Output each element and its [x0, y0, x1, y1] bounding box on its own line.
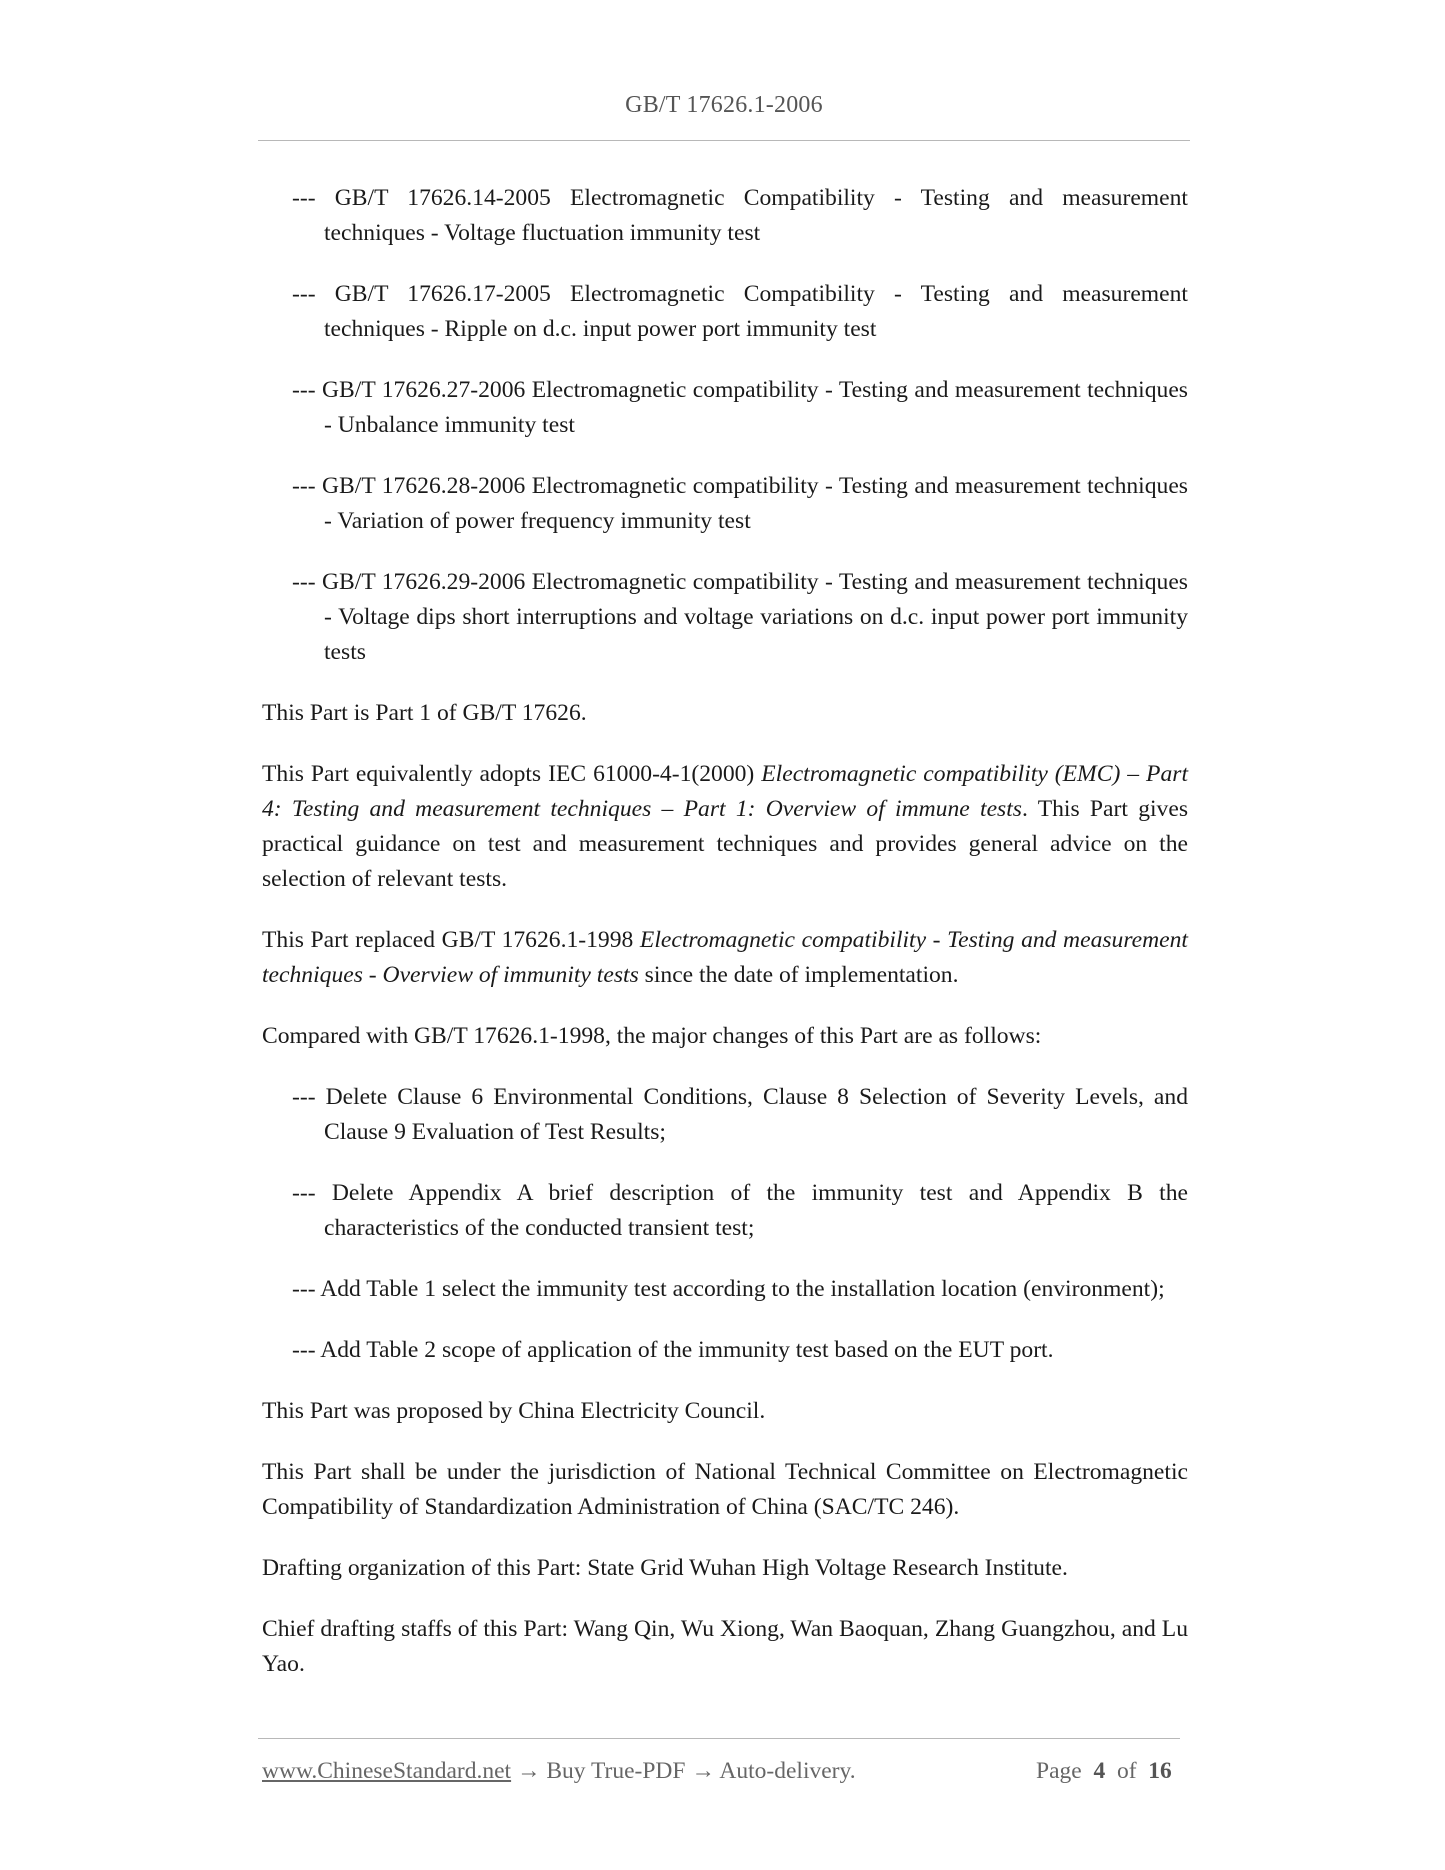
footer-links [262, 1758, 856, 1785]
page-number [1036, 1758, 1172, 1785]
proposed-by: This Part was proposed by China Electricity Council. [262, 1398, 766, 1424]
footer-divider [258, 1738, 1180, 1739]
standards-list-item [262, 469, 1188, 539]
list-item-text: GB/T 17626.14-2005 Electromagnetic Compatibility - Testing and measurement techniques - Voltage fluctuation immunity test [324, 185, 1188, 246]
list-item-text: GB/T 17626.17-2005 Electromagnetic Compatibility - Testing and measurement techniques - Ripple on d.c. input power port immunity test [324, 281, 1188, 342]
list-item-text: Delete Clause 6 Environmental Conditions, Clause 8 Selection of Severity Levels, and Clause 9 Evaluation of Test Results; [324, 1084, 1188, 1145]
page-body [262, 181, 1188, 1682]
standards-list-item [262, 565, 1188, 670]
standards-list-item [262, 373, 1188, 443]
standards-list-item [262, 277, 1188, 347]
list-dash: --- [292, 1180, 316, 1206]
buy-pdf-text: Buy True-PDF [546, 1758, 686, 1784]
adoption-tail: . This Part gives practical guidance on test and measurement techniques and provides general advice on the selection of relevant tests. [262, 796, 1189, 892]
list-dash: --- [292, 281, 316, 307]
standards-list-item [262, 181, 1188, 251]
replaced-standard-title: Electromagnetic compatibility - Testing and measurement techniques - Overview of immunity tests [262, 927, 1188, 988]
list-item-text: Add Table 1 select the immunity test according to the installation location (environment); [320, 1276, 1165, 1302]
list-dash: --- [292, 185, 316, 211]
drafting-organization: Drafting organization of this Part: State Grid Wuhan High Voltage Research Institute. [262, 1555, 1068, 1581]
list-item-text: GB/T 17626.27-2006 Electromagnetic compatibility - Testing and measurement techniques - Unbalance immunity test [322, 377, 1188, 438]
changes-intro: Compared with GB/T 17626.1-1998, the major changes of this Part are as follows: [262, 1023, 1042, 1049]
header-divider [258, 140, 1190, 141]
current-page: 4 [1093, 1758, 1106, 1784]
list-dash: --- [292, 1084, 316, 1110]
list-dash: --- [292, 377, 316, 403]
changes-list-item [262, 1333, 1188, 1368]
list-item-text: Delete Appendix A brief description of the immunity test and Appendix B the characteristics of the conducted transient test; [324, 1180, 1189, 1241]
site-link[interactable]: www.ChineseStandard.net [262, 1758, 512, 1784]
of-label: of [1116, 1758, 1137, 1784]
adoption-lead: This Part equivalently adopts IEC 61000-4-1(2000) [262, 761, 762, 787]
changes-list-item [262, 1272, 1188, 1307]
part-statement: This Part is Part 1 of GB/T 17626. [262, 700, 587, 726]
arrow-right-icon: → [691, 1758, 715, 1784]
list-dash: --- [292, 569, 316, 595]
list-item-text: Add Table 2 scope of application of the immunity test based on the EUT port. [320, 1337, 1054, 1363]
document-header: GB/T 17626.1-2006 [625, 92, 823, 118]
list-item-text: GB/T 17626.29-2006 Electromagnetic compatibility - Testing and measurement techniques - Voltage dips short interruptions and voltage variations on d.c. input power port immunity tests [322, 569, 1188, 665]
replacement-paragraph [262, 923, 1188, 993]
drafting-staff: Chief drafting staffs of this Part: Wang Qin, Wu Xiong, Wan Baoquan, Zhang Guangzhou, and Lu Yao. [262, 1616, 1188, 1677]
replacement-tail: since the date of implementation. [638, 962, 959, 988]
changes-list-item [262, 1080, 1188, 1150]
adoption-paragraph [262, 757, 1188, 897]
arrow-right-icon: → [516, 1758, 541, 1784]
list-dash: --- [292, 1276, 316, 1302]
jurisdiction-paragraph: This Part shall be under the jurisdiction of National Technical Committee on Electromagnetic Compatibility of Standardization Administration of China (SAC/TC 246). [262, 1459, 1188, 1520]
total-pages: 16 [1148, 1758, 1172, 1784]
list-dash: --- [292, 473, 316, 499]
page-label: Page [1036, 1758, 1082, 1784]
auto-delivery-text: Auto-delivery. [719, 1758, 856, 1784]
changes-list-item [262, 1176, 1188, 1246]
replacement-lead: This Part replaced GB/T 17626.1-1998 [262, 927, 640, 953]
list-dash: --- [292, 1337, 316, 1363]
adopted-standard-title: Electromagnetic compatibility (EMC) – Part 4: Testing and measurement techniques – Part 1: Overview of immune tests [262, 761, 1189, 822]
list-item-text: GB/T 17626.28-2006 Electromagnetic compatibility - Testing and measurement techniques - Variation of power frequency immunity test [322, 473, 1188, 534]
